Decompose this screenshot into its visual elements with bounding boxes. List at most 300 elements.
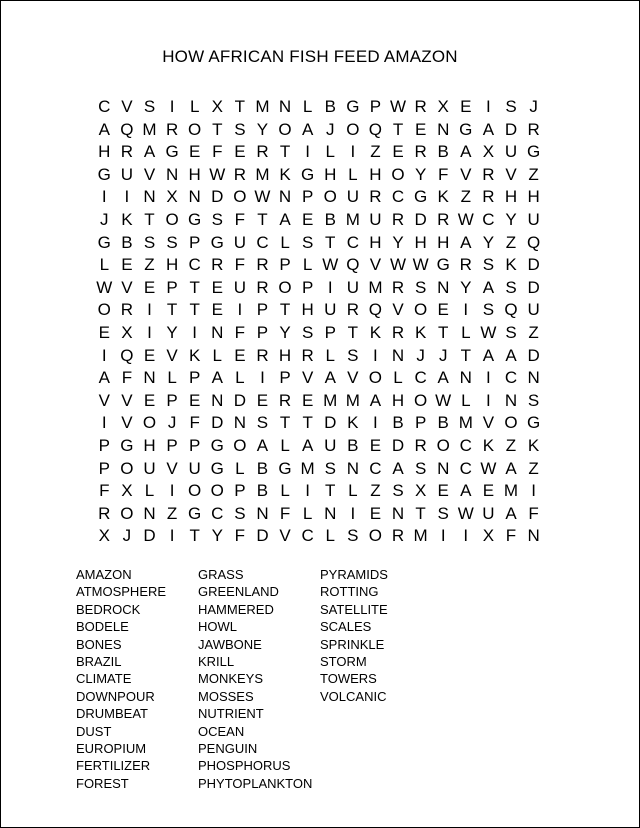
grid-letter: F: [189, 413, 200, 433]
grid-letter: G: [188, 209, 202, 229]
grid-letter: C: [504, 368, 518, 388]
grid-letter: Q: [120, 345, 134, 365]
grid-letter: I: [373, 345, 378, 365]
grid-letter: S: [211, 209, 223, 229]
grid-letter: S: [482, 300, 495, 320]
grid-letter: L: [302, 97, 313, 116]
grid-letter: I: [440, 526, 446, 546]
grid-letter: S: [505, 277, 517, 297]
grid-letter: V: [505, 164, 517, 184]
grid-letter: W: [96, 277, 113, 297]
grid-letter: N: [211, 390, 224, 410]
grid-letter: T: [392, 119, 404, 139]
grid-letter: H: [437, 232, 450, 252]
word-list-item: STORM: [320, 654, 367, 670]
grid-letter: U: [324, 435, 337, 455]
word-list-item: FERTILIZER: [76, 758, 151, 774]
grid-letter: G: [526, 142, 541, 162]
grid-letter: S: [505, 97, 517, 116]
grid-letter: E: [98, 322, 110, 342]
grid-letter: X: [121, 322, 133, 342]
grid-letter: D: [211, 413, 224, 433]
grid-letter: T: [415, 503, 426, 523]
grid-letter: T: [279, 142, 291, 162]
grid-letter: V: [98, 390, 110, 410]
grid-letter: K: [121, 209, 133, 229]
grid-letter: Q: [368, 300, 383, 320]
grid-letter: Z: [528, 322, 539, 342]
grid-letter: P: [301, 277, 314, 297]
grid-letter: N: [527, 526, 540, 546]
grid-letter: S: [324, 458, 336, 478]
grid-letter: T: [166, 300, 178, 320]
grid-letter: L: [461, 390, 471, 410]
grid-letter: T: [302, 413, 313, 433]
grid-letter: L: [235, 458, 245, 478]
word-list-item: EUROPIUM: [76, 741, 147, 757]
grid-letter: L: [99, 255, 110, 275]
grid-letter: S: [482, 255, 495, 275]
grid-letter: Z: [144, 255, 155, 275]
grid-letter: H: [301, 300, 314, 320]
grid-letter: R: [98, 503, 111, 523]
grid-letter: A: [505, 345, 517, 365]
grid-letter: S: [234, 503, 246, 523]
grid-letter: P: [279, 368, 291, 388]
grid-letter: R: [369, 187, 382, 207]
grid-letter: T: [279, 413, 291, 433]
grid-letter: M: [458, 413, 473, 433]
grid-letter: K: [482, 435, 495, 455]
grid-letter: R: [482, 187, 495, 207]
grid-letter: R: [256, 277, 269, 297]
grid-letter: R: [527, 119, 540, 139]
grid-letter: Y: [211, 526, 223, 546]
grid-letter: E: [256, 390, 269, 410]
grid-letter: O: [120, 503, 134, 523]
grid-letter: O: [165, 209, 179, 229]
grid-letter: A: [143, 142, 156, 162]
grid-letter: W: [480, 322, 497, 342]
grid-letter: O: [142, 413, 157, 433]
grid-letter: H: [278, 345, 292, 365]
grid-letter: T: [325, 481, 336, 501]
grid-letter: C: [256, 232, 269, 252]
grid-letter: A: [98, 119, 110, 139]
grid-letter: U: [504, 142, 518, 162]
grid-letter: G: [278, 458, 292, 478]
grid-letter: F: [234, 209, 246, 229]
grid-letter: P: [256, 322, 269, 342]
grid-letter: U: [120, 164, 134, 184]
grid-letter: K: [527, 435, 540, 455]
grid-letter: A: [98, 368, 110, 388]
grid-letter: R: [278, 390, 292, 410]
grid-letter: N: [459, 368, 472, 388]
grid-letter: W: [412, 255, 429, 275]
grid-letter: L: [280, 232, 290, 252]
grid-letter: R: [256, 142, 269, 162]
grid-letter: D: [527, 255, 540, 275]
grid-letter: U: [233, 277, 246, 297]
grid-letter: R: [391, 526, 405, 546]
grid-letter: H: [143, 435, 156, 455]
grid-letter: I: [350, 503, 356, 523]
grid-letter: T: [257, 209, 268, 229]
grid-letter: Y: [392, 232, 404, 252]
grid-letter: F: [99, 481, 110, 501]
grid-letter: B: [347, 435, 359, 455]
grid-letter: Z: [370, 481, 381, 501]
grid-letter: U: [527, 209, 540, 229]
grid-letter: R: [391, 277, 405, 297]
grid-letter: L: [348, 164, 358, 184]
grid-letter: O: [504, 413, 518, 433]
grid-letter: H: [98, 142, 111, 162]
grid-letter: I: [169, 97, 175, 116]
grid-letter: L: [235, 368, 245, 388]
grid-letter: V: [166, 458, 178, 478]
grid-letter: A: [460, 481, 472, 501]
grid-letter: F: [121, 368, 133, 388]
word-list-item: CLIMATE: [76, 671, 132, 687]
word-list-item: BEDROCK: [76, 601, 141, 617]
grid-letter: O: [436, 435, 450, 455]
word-list-item: ATMOSPHERE: [76, 584, 167, 600]
grid-letter: L: [280, 481, 290, 501]
grid-letter: Z: [370, 142, 381, 162]
grid-letter: T: [460, 345, 471, 365]
grid-letter: W: [389, 255, 407, 275]
grid-letter: J: [416, 345, 425, 365]
word-list-item: MOSSES: [198, 688, 254, 704]
grid-letter: C: [459, 458, 472, 478]
grid-letter: A: [256, 435, 269, 455]
grid-letter: A: [392, 458, 404, 478]
grid-letter: S: [234, 119, 246, 139]
grid-letter: S: [392, 481, 404, 501]
word-list-item: KRILL: [198, 654, 235, 670]
grid-letter: O: [391, 164, 405, 184]
grid-letter: G: [188, 503, 202, 523]
grid-letter: H: [188, 164, 201, 184]
grid-letter: F: [528, 503, 539, 523]
grid-letter: T: [279, 300, 291, 320]
grid-letter: U: [233, 232, 246, 252]
grid-letter: O: [368, 526, 383, 546]
grid-letter: G: [346, 97, 360, 116]
grid-letter: E: [437, 300, 449, 320]
grid-letter: F: [234, 526, 246, 546]
grid-letter: O: [346, 119, 360, 139]
grid-letter: P: [279, 255, 291, 275]
grid-letter: T: [234, 97, 246, 116]
grid-letter: D: [324, 413, 337, 433]
grid-letter: R: [391, 209, 405, 229]
grid-letter: F: [505, 526, 517, 546]
word-list-item: BONES: [76, 636, 122, 652]
grid-letter: Z: [505, 232, 517, 252]
grid-letter: N: [278, 97, 292, 116]
grid-letter: D: [414, 209, 427, 229]
grid-letter: N: [324, 503, 337, 523]
grid-letter: I: [192, 322, 198, 342]
word-column: [198, 566, 320, 792]
grid-letter: F: [438, 164, 449, 184]
grid-letter: D: [256, 526, 269, 546]
grid-letter: Q: [120, 119, 134, 139]
grid-letter: S: [143, 97, 156, 116]
grid-letter: Y: [256, 119, 269, 139]
grid-letter: W: [322, 255, 339, 275]
grid-letter: N: [437, 458, 450, 478]
grid-letter: A: [460, 232, 472, 252]
grid-letter: U: [188, 458, 201, 478]
grid-letter: L: [280, 435, 290, 455]
grid-letter: I: [169, 526, 175, 546]
grid-letter: F: [279, 503, 291, 523]
word-list-item: ROTTING: [320, 584, 379, 600]
grid-letter: E: [234, 345, 246, 365]
grid-letter: K: [505, 255, 517, 275]
grid-letter: N: [346, 458, 359, 478]
grid-letter: N: [437, 277, 450, 297]
grid-letter: O: [233, 435, 247, 455]
grid-letter: R: [391, 322, 405, 342]
grid-letter: E: [189, 142, 201, 162]
grid-letter: B: [437, 142, 449, 162]
word-list-item: DRUMBEAT: [76, 706, 148, 722]
grid-letter: W: [457, 209, 474, 229]
grid-letter: I: [147, 322, 152, 342]
grid-letter: I: [486, 368, 491, 388]
grid-letter: B: [121, 232, 133, 252]
grid-letter: R: [301, 345, 314, 365]
grid-letter: J: [100, 209, 109, 229]
puzzle-title: HOW AFRICAN FISH FEED AMAZON: [162, 47, 458, 66]
grid-letter: I: [101, 345, 107, 365]
grid-letter: A: [324, 368, 336, 388]
grid-letter: V: [143, 164, 156, 184]
grid-letter: E: [437, 481, 449, 501]
word-list-item: DOWNPOUR: [76, 688, 155, 704]
grid-letter: R: [414, 97, 427, 116]
grid-letter: B: [324, 209, 336, 229]
grid-letter: I: [350, 142, 356, 162]
grid-letter: C: [188, 255, 201, 275]
grid-letter: G: [526, 413, 541, 433]
grid-letter: N: [278, 187, 292, 207]
grid-letter: O: [233, 187, 247, 207]
grid-letter: I: [486, 390, 491, 410]
grid-letter: T: [144, 209, 155, 229]
grid-letter: V: [482, 413, 495, 433]
grid-letter: X: [414, 481, 427, 501]
grid-letter: P: [189, 435, 201, 455]
grid-letter: H: [414, 232, 427, 252]
grid-letter: L: [325, 526, 335, 546]
grid-letter: M: [345, 209, 360, 229]
grid-letter: X: [166, 187, 178, 207]
grid-letter: Z: [528, 164, 539, 184]
grid-letter: A: [301, 435, 314, 455]
word-list-item: GREENLAND: [198, 584, 279, 600]
grid-letter: E: [369, 435, 382, 455]
grid-letter: X: [482, 526, 495, 546]
word-list-item: BRAZIL: [76, 654, 122, 670]
grid-letter: M: [413, 526, 428, 546]
word-list-item: GRASS: [198, 567, 244, 582]
grid-letter: V: [121, 97, 133, 116]
word-list-item: MONKEYS: [198, 671, 264, 687]
grid-letter: U: [143, 458, 156, 478]
grid-letter: S: [347, 345, 359, 365]
grid-letter: G: [459, 119, 473, 139]
grid-letter: D: [527, 345, 540, 365]
grid-letter: Y: [414, 164, 427, 184]
grid-letter: J: [122, 526, 132, 546]
word-list-item: PYRAMIDS: [320, 567, 388, 582]
grid-letter: T: [189, 300, 200, 320]
grid-letter: P: [234, 481, 246, 501]
grid-letter: E: [460, 97, 472, 116]
grid-letter: P: [369, 97, 382, 116]
grid-letter: B: [437, 413, 449, 433]
grid-letter: C: [98, 97, 111, 116]
grid-letter: O: [323, 187, 337, 207]
word-list-item: SATELLITE: [320, 601, 388, 617]
grid-letter: E: [143, 390, 156, 410]
grid-letter: G: [210, 435, 224, 455]
grid-letter: T: [347, 322, 359, 342]
grid-letter: O: [188, 119, 202, 139]
word-list: [76, 566, 442, 792]
word-list-item: TOWERS: [320, 671, 377, 687]
grid-letter: R: [165, 119, 179, 139]
grid-letter: N: [211, 322, 224, 342]
grid-letter: N: [391, 345, 405, 365]
grid-letter: S: [505, 322, 517, 342]
grid-letter: J: [529, 97, 538, 116]
grid-letter: O: [278, 277, 292, 297]
grid-letter: G: [436, 255, 450, 275]
grid-letter: H: [165, 255, 179, 275]
word-column: [76, 566, 198, 792]
grid-letter: F: [212, 142, 223, 162]
grid-letter: Y: [460, 277, 472, 297]
grid-letter: P: [98, 435, 110, 455]
grid-letter: N: [504, 390, 518, 410]
grid-letter: I: [327, 277, 333, 297]
grid-letter: F: [234, 322, 246, 342]
grid-letter: T: [325, 232, 336, 252]
grid-letter: U: [482, 503, 495, 523]
grid-letter: M: [503, 481, 519, 501]
grid-letter: E: [234, 142, 246, 162]
grid-letter: R: [346, 300, 359, 320]
word-list-item: OCEAN: [198, 723, 245, 739]
grid-letter: I: [463, 526, 469, 546]
grid-letter: R: [120, 300, 134, 320]
grid-letter: C: [369, 458, 382, 478]
grid-letter: U: [324, 300, 337, 320]
grid-letter: K: [279, 164, 291, 184]
grid-letter: H: [369, 164, 382, 184]
grid-letter: C: [301, 526, 314, 546]
grid-letter: P: [189, 368, 201, 388]
grid-letter: B: [256, 481, 269, 501]
grid-letter: X: [482, 142, 495, 162]
grid-letter: K: [437, 187, 449, 207]
grid-letter: L: [144, 481, 155, 501]
grid-letter: J: [325, 119, 335, 139]
grid-letter: A: [482, 119, 495, 139]
grid-letter: I: [463, 300, 469, 320]
grid-letter: G: [210, 458, 224, 478]
grid-letter: E: [301, 209, 314, 229]
grid-letter: M: [142, 119, 157, 139]
grid-letter: E: [414, 119, 427, 139]
grid-letter: E: [301, 390, 314, 410]
grid-letter: C: [482, 209, 495, 229]
grid-letter: I: [237, 300, 243, 320]
grid-letter: Q: [526, 232, 541, 252]
grid-letter: S: [143, 232, 156, 252]
grid-letter: N: [233, 413, 246, 433]
word-list-item: DUST: [76, 723, 112, 739]
grid-letter: O: [413, 300, 428, 320]
grid-letter: I: [147, 300, 152, 320]
grid-letter: P: [166, 435, 178, 455]
grid-letter: S: [527, 390, 540, 410]
grid-letter: D: [391, 435, 405, 455]
grid-letter: W: [389, 97, 407, 116]
grid-letter: R: [459, 255, 472, 275]
grid-letter: M: [255, 97, 270, 116]
grid-letter: O: [97, 300, 111, 320]
grid-letter: D: [211, 187, 224, 207]
grid-letter: P: [324, 322, 336, 342]
grid-letter: H: [369, 232, 382, 252]
grid-letter: A: [460, 142, 472, 162]
grid-letter: A: [369, 390, 382, 410]
grid-letter: M: [368, 277, 383, 297]
grid-letter: I: [169, 481, 175, 501]
grid-letter: N: [165, 164, 179, 184]
grid-letter: V: [166, 345, 178, 365]
grid-letter: T: [438, 322, 449, 342]
grid-letter: H: [504, 187, 518, 207]
grid-letter: A: [211, 368, 223, 388]
grid-letter: V: [347, 368, 359, 388]
grid-letter: H: [527, 187, 540, 207]
grid-letter: E: [121, 255, 133, 275]
grid-letter: K: [189, 345, 201, 365]
grid-letter: L: [212, 345, 222, 365]
grid-letter: C: [391, 187, 405, 207]
grid-letter: R: [120, 142, 134, 162]
grid-letter: Q: [346, 255, 360, 275]
grid-letter: N: [143, 368, 156, 388]
grid-letter: J: [167, 413, 177, 433]
grid-letter: E: [482, 481, 495, 501]
word-list-item: BODELE: [76, 619, 129, 635]
grid-letter: I: [101, 413, 107, 433]
grid-letter: Y: [166, 322, 178, 342]
grid-letter: C: [459, 435, 472, 455]
grid-letter: U: [369, 209, 382, 229]
grid-letter: Q: [504, 300, 518, 320]
